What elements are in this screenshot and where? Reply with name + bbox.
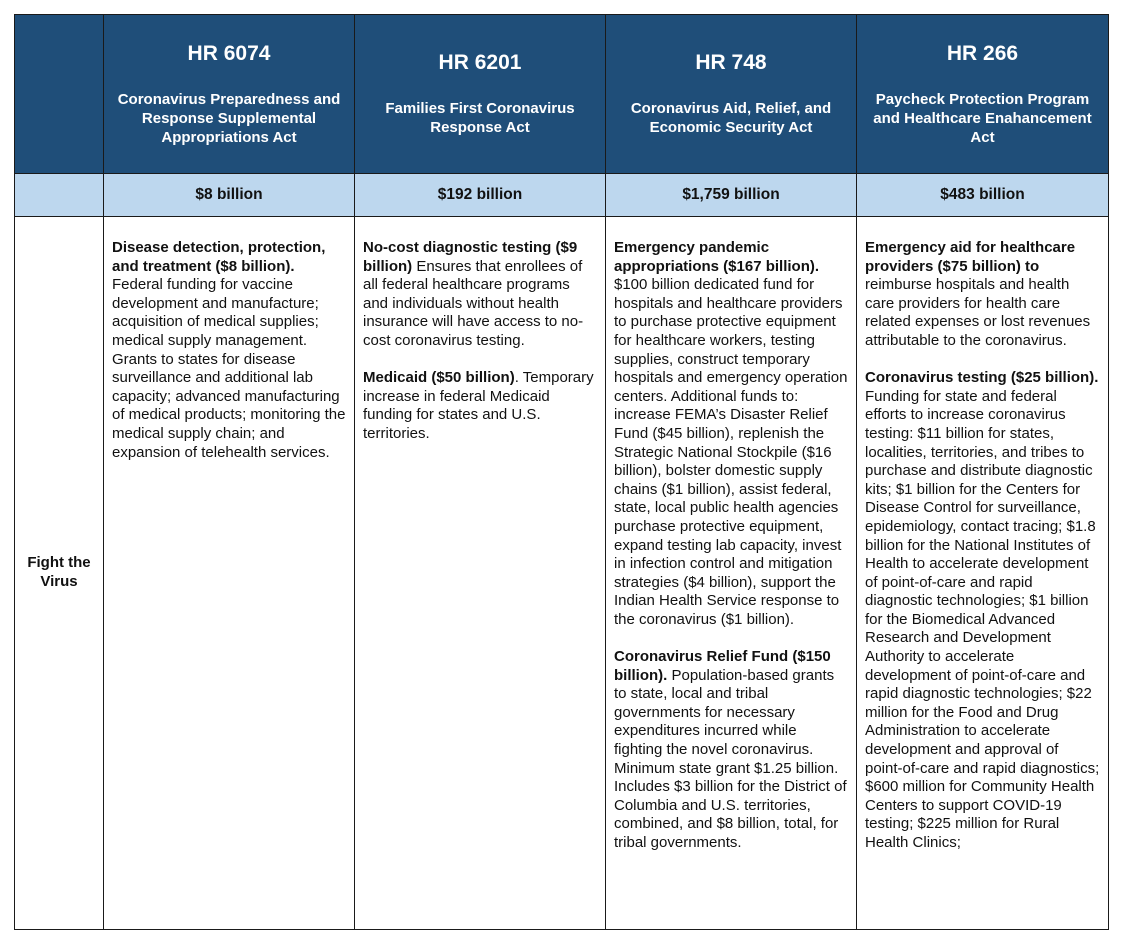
detail-text: reimburse hospitals and health care providers for health care related expenses or lost revenues attributable to the coronavirus. <box>865 276 1091 349</box>
amount-cell: $192 billion <box>355 174 606 217</box>
amount-row <box>15 174 1109 217</box>
detail-cell <box>857 217 1109 930</box>
detail-heading: Emergency pandemic appropriations ($167 billion). <box>614 239 820 275</box>
row-label: Fight the Virus <box>15 217 104 930</box>
detail-heading: Disease detection, protection, and treatment ($8 billion). <box>112 239 326 275</box>
bill-header <box>104 15 355 174</box>
header-row <box>15 15 1109 174</box>
detail-text: $100 billion dedicated fund for hospitals and healthcare providers to purchase protective equipment for healthcare workers, testing supplies, construct temporary hospitals and emergency operation centers. Additional funds to: increase FEMA’s Disaster Relief Fund ($45 billion), replenish the Strategic National Stockpile ($16 billion), bolster domestic supply chains ($1 billion), assist federal, state, local public health agencies purchase protective equipment, expand testing lab capacity, invest in infection control and mitigation strategies ($4 billion), support the Indian Health Service response to the coronavirus ($1 billion). <box>614 276 848 628</box>
detail-heading: Coronavirus Relief Fund ($150 billion). <box>614 648 831 684</box>
detail-paragraph <box>865 369 1100 852</box>
corner-cell <box>15 15 104 174</box>
detail-text: Federal funding for vaccine development and manufacture; acquisition of medical supplies; medical supply management. Grants to states for disease surveillance and additional lab capacity; advanced manufacturing of medical products; monitoring the medical supply chain; and expansion of telehealth services. <box>112 276 346 461</box>
detail-paragraph <box>614 239 848 629</box>
amount-corner-cell <box>15 174 104 217</box>
bill-number: HR 266 <box>946 41 1019 65</box>
act-title: Coronavirus Preparedness and Response Supplemental Appropriations Act <box>117 90 341 146</box>
detail-heading: Emergency aid for healthcare providers ($75 billion) to <box>865 239 1076 275</box>
detail-paragraph <box>865 239 1100 351</box>
bill-number: HR 6074 <box>187 41 271 65</box>
act-title: Paycheck Protection Program and Healthcare Enahancement Act <box>873 90 1092 146</box>
bill-header <box>857 15 1109 174</box>
detail-paragraph <box>614 648 848 853</box>
amount-cell: $8 billion <box>104 174 355 217</box>
detail-cell <box>104 217 355 930</box>
detail-paragraph <box>112 239 346 462</box>
detail-paragraph <box>363 239 597 351</box>
detail-heading: Coronavirus testing ($25 billion). <box>865 369 1099 387</box>
detail-text: Ensures that enrollees of all federal healthcare programs and individuals without health insurance will have access to no-cost coronavirus testing. <box>363 257 584 349</box>
detail-heading: No-cost diagnostic testing ($9 billion) <box>363 239 578 275</box>
act-title: Families First Coronavirus Response Act <box>385 100 575 136</box>
detail-text: Population-based grants to state, local and tribal governments for necessary expenditures incurred while fighting the novel coronavirus. Minimum state grant $1.25 billion. Includes $3 billion for the District of Columbia and U.S. territories, combined, and $8 billion, total, for tribal governments. <box>614 666 847 851</box>
detail-heading: Medicaid ($50 billion) <box>363 369 515 387</box>
bill-number: HR 748 <box>695 51 767 74</box>
detail-cell <box>606 217 857 930</box>
amount-cell: $1,759 billion <box>606 174 857 217</box>
bill-header <box>606 15 857 174</box>
detail-text: . Temporary increase in federal Medicaid funding for states and U.S. territories. <box>363 369 594 442</box>
fight-the-virus-row <box>15 217 1109 930</box>
relief-bills-table <box>14 14 1109 930</box>
detail-cell <box>355 217 606 930</box>
amount-cell: $483 billion <box>857 174 1109 217</box>
act-title: Coronavirus Aid, Relief, and Economic Security Act <box>630 100 832 136</box>
detail-paragraph <box>363 369 597 443</box>
bill-header <box>355 15 606 174</box>
detail-text: Funding for state and federal efforts to increase coronavirus testing: $11 billion for states, localities, territories, and tribes to purchase and distribute diagnostic kits; $1 billion for the Centers for Disease Control for surveillance, epidemiology, contact tracing; $1.8 billion for the National Institutes of Health to accelerate development of point-of-care and rapid diagnostic technologies; $1 billion for the Biomedical Advanced Research and Development Authority to accelerate development of point-of-care and rapid diagnostic technologies; $22 million for the Food and Drug Administration to accelerate development and approval of point-of-care and rapid diagnostics; $600 million for Community Health Centers to support COVID-19 testing; $225 million for Rural Health Clinics; <box>865 387 1100 851</box>
bill-number: HR 6201 <box>438 51 522 74</box>
